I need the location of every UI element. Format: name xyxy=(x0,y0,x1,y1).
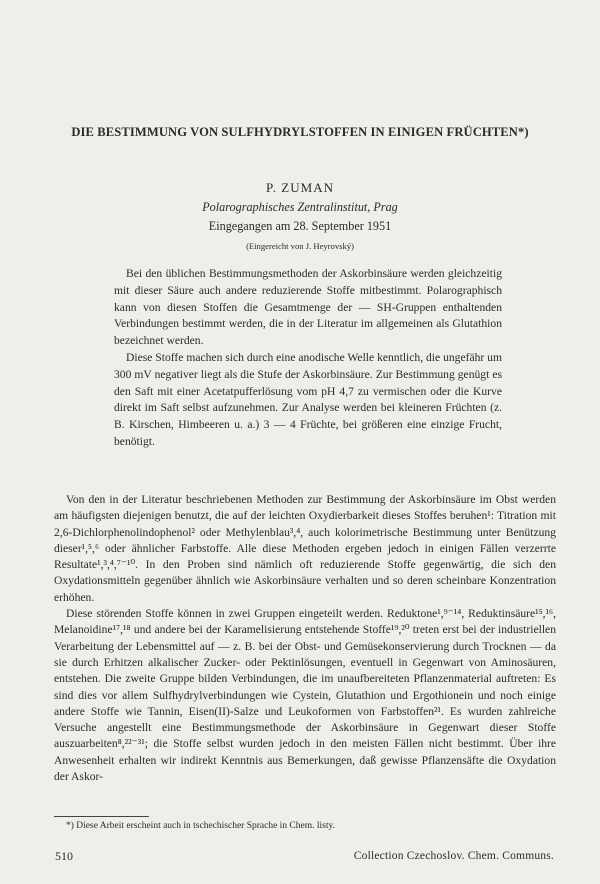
body-paragraph: Diese störenden Stoffe können in zwei Gruppen eingeteilt werden. Reduktone¹,⁹⁻¹⁴, Reduktinsäure¹⁵,¹⁶, Melanoidine¹⁷,¹⁸ und andere bei der Karamelisierung entstehende Stoffe¹⁹,²⁰ treten erst bei der industriellen Verarbeitung der Lebensmittel auf — z. B. bei der Obst- und Gemüsekonservierung durch Trocknen — da sie durch Erhitzen alkalischer Zucker- oder Pektinlösungen, eventuell in Gegenwart von Aminosäuren, entstehen. Die zweite Gruppe bilden Verbindungen, die im unaufbereiteten Pflanzenmaterial auftreten: Es sind dies vor allem Sulfhydrylverbindungen wie Cystein, Glutathion und Ergothionein und noch einige andere Stoffe wie Tannin, Eisen(II)-Salze und Leukoformen von Farbstoffen²¹. Es wurden zahlreiche Versuche angestellt eine Bestimmungsmethode der Askorbinsäure in Gegenwart dieser Stoffe auszuarbeiten⁸,²²⁻³¹; die Stoffe selbst wurden jedoch in den meisten Fällen nicht bestimmt. Über ihre Anwesenheit erhalten wir indirekt Kenntnis aus Bemerkungen, daß gewisse Pflanzensäfte die Oxydation der Askor- xyxy=(54,607,556,784)
body-text xyxy=(54,492,556,785)
abstract-paragraph: Bei den üblichen Bestimmungsmethoden der Askorbinsäure werden gleichzeitig mit dieser Säure auch andere reduzierende Stoffe mitbestimmt. Polarographisch kann von diesen Stoffen die Gesamtmenge der — SH-Gruppen enthaltenden Verbindungen bestimmt werden, die in der Literatur im allgemeinen als Glutathion bezeichnet werden. xyxy=(114,267,502,348)
article-title: DIE BESTIMMUNG VON SULFHYDRYLSTOFFEN IN EINIGEN FRÜCHTEN*) xyxy=(71,125,529,139)
received-date: Eingegangen am 28. September 1951 xyxy=(208,219,392,233)
submitted-by: (Eingereicht von J. Heyrovský) xyxy=(246,241,354,251)
abstract-paragraph: Diese Stoffe machen sich durch eine anodische Welle kenntlich, die ungefähr um 300 mV negativer liegt als die Stufe der Askorbinsäure. Zur Bestimmung genügt es den Saft mit einer Acetatpufferlösung vom pH 4,7 zu vermischen oder die Kurve direkt im Saft selbst aufzunehmen. Zur Analyse werden bei kleineren Früchten (z. B. Kirschen, Himbeeren u. a.) 3 — 4 Früchte, bei größeren eine einzige Frucht, benötigt. xyxy=(114,350,502,448)
page-number: 510 xyxy=(55,849,73,863)
body-paragraph: Von den in der Literatur beschriebenen Methoden zur Bestimmung der Askorbinsäure im Obst werden am häufigsten diejenigen benutzt, die auf der leichten Oxydierbarkeit dieses Stoffes beruhen¹: Titration mit 2,6-Dichlorphenolindophenol² oder Methylenblau³,⁴, auch kolorimetrische Bestimmung unter Benützung dieser¹,⁵,⁶ oder ähnlicher Farbstoffe. Alle diese Methoden ergeben jedoch in einigen Fällen verzerrte Resultate¹,³,⁴,⁷⁻¹⁰. In den Proben sind nämlich oft reduzierende Stoffe gegenwärtig, die sich den Oxydationsmitteln gegenüber ähnlich wie Askorbinsäure verhalten und so deren scheinbare Konzentration erhöhen. xyxy=(54,493,556,604)
journal-name: Collection Czechoslov. Chem. Communs. xyxy=(353,850,554,862)
author-institute: Polarographisches Zentralinstitut, Prag xyxy=(202,200,398,214)
footnote-divider xyxy=(54,816,149,817)
abstract xyxy=(114,266,502,451)
footnote: *) Diese Arbeit erscheint auch in tschechischer Sprache in Chem. listy. xyxy=(66,821,335,831)
author-name: P. ZUMAN xyxy=(266,180,334,195)
